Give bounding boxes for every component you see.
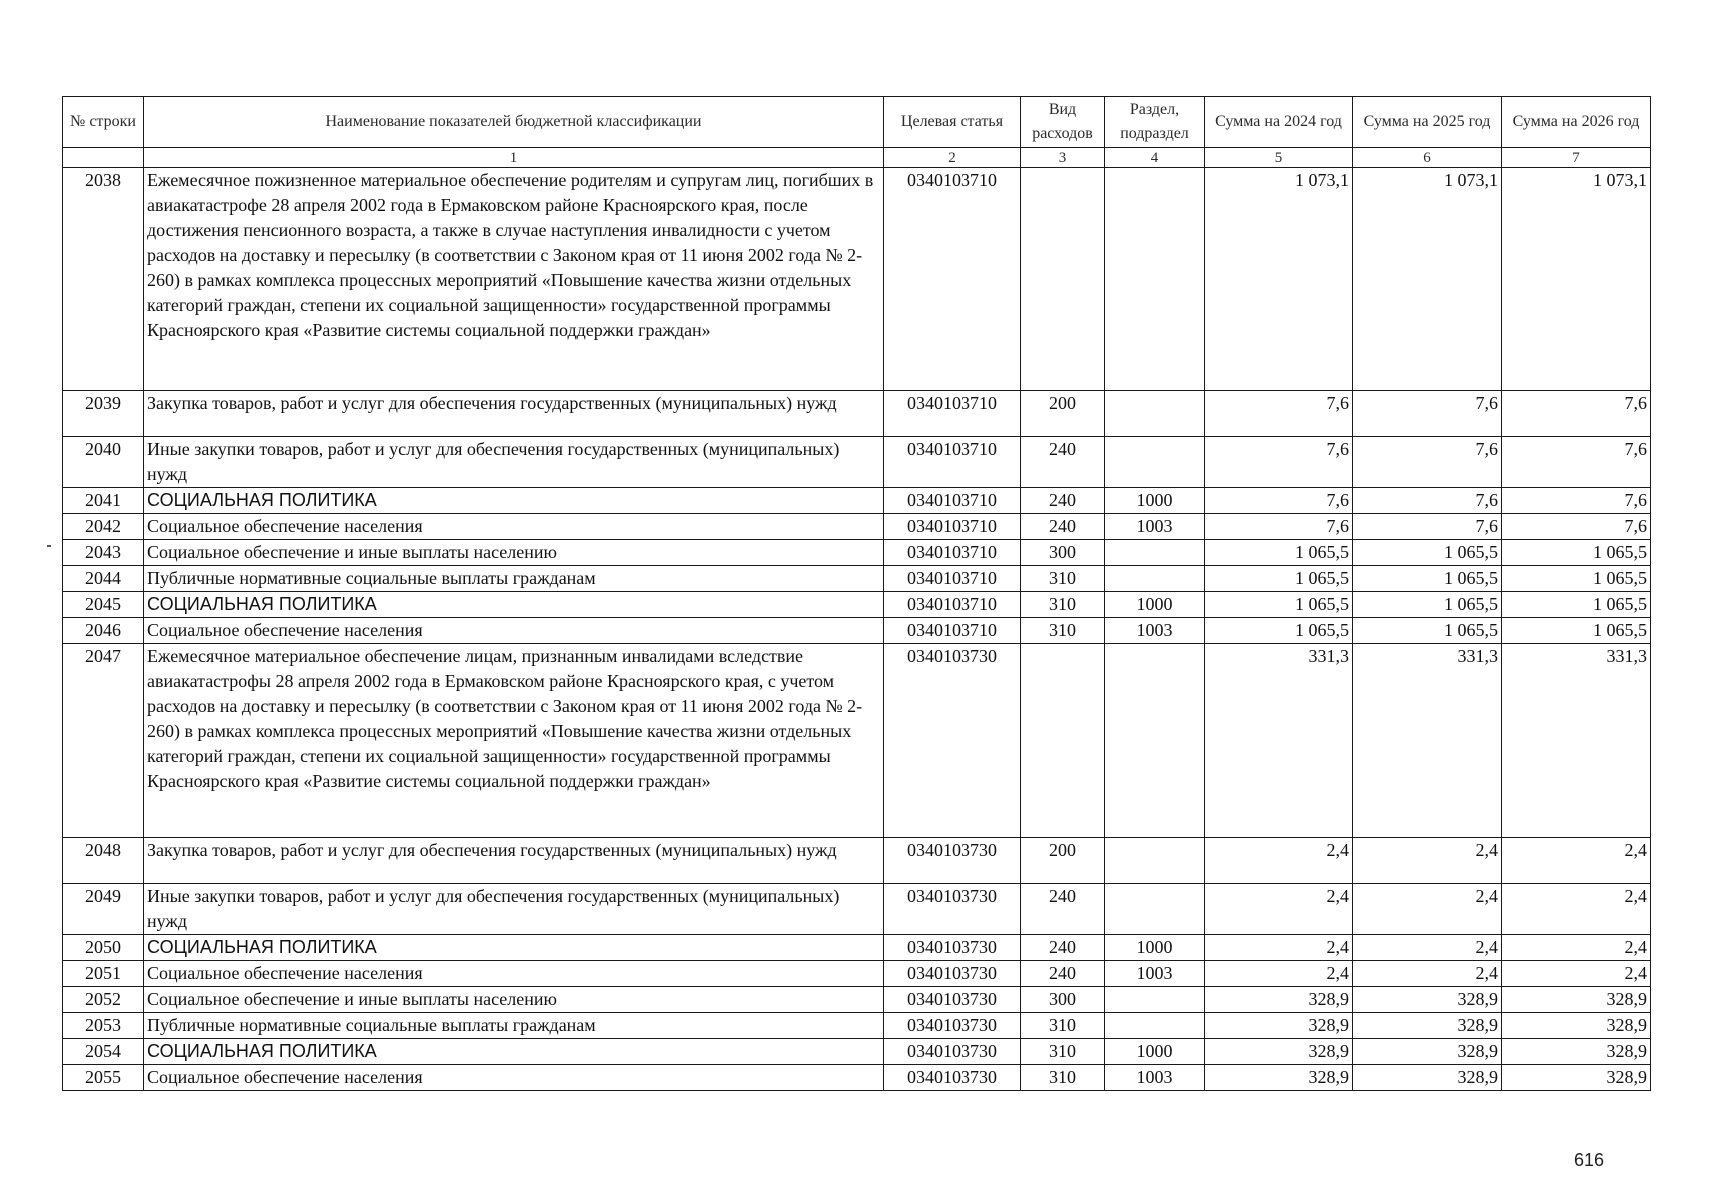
row-name: СОЦИАЛЬНАЯ ПОЛИТИКА bbox=[144, 1039, 884, 1065]
row-sum-2026: 7,6 bbox=[1502, 391, 1651, 437]
row-name: СОЦИАЛЬНАЯ ПОЛИТИКА bbox=[144, 592, 884, 618]
row-sum-2024: 7,6 bbox=[1205, 391, 1353, 437]
row-sum-2026: 328,9 bbox=[1502, 1039, 1651, 1065]
row-expense-kind: 310 bbox=[1021, 1013, 1105, 1039]
row-target-code: 0340103730 bbox=[884, 1039, 1021, 1065]
row-target-code: 0340103710 bbox=[884, 437, 1021, 488]
header-target: Целевая статья bbox=[884, 97, 1021, 148]
row-number: 2041 bbox=[63, 488, 144, 514]
table-row bbox=[63, 391, 1651, 437]
row-number: 2050 bbox=[63, 935, 144, 961]
row-sum-2025: 1 065,5 bbox=[1353, 566, 1502, 592]
row-name: Иные закупки товаров, работ и услуг для обеспечения государственных (муниципальных) нужд bbox=[144, 437, 884, 488]
row-sum-2024: 2,4 bbox=[1205, 935, 1353, 961]
row-sum-2026: 1 073,1 bbox=[1502, 168, 1651, 391]
table-row bbox=[63, 1039, 1651, 1065]
row-section-code: 1000 bbox=[1105, 488, 1205, 514]
table-row bbox=[63, 838, 1651, 884]
row-number: 2043 bbox=[63, 540, 144, 566]
row-sum-2025: 1 073,1 bbox=[1353, 168, 1502, 391]
table-row bbox=[63, 168, 1651, 391]
row-section-code bbox=[1105, 987, 1205, 1013]
table-row bbox=[63, 961, 1651, 987]
row-target-code: 0340103730 bbox=[884, 644, 1021, 838]
row-target-code: 0340103730 bbox=[884, 1013, 1021, 1039]
row-section-code: 1003 bbox=[1105, 514, 1205, 540]
row-name: Публичные нормативные социальные выплаты гражданам bbox=[144, 1013, 884, 1039]
row-sum-2025: 2,4 bbox=[1353, 961, 1502, 987]
row-expense-kind: 310 bbox=[1021, 592, 1105, 618]
row-name: Публичные нормативные социальные выплаты гражданам bbox=[144, 566, 884, 592]
row-expense-kind: 200 bbox=[1021, 838, 1105, 884]
row-section-code: 1003 bbox=[1105, 1065, 1205, 1091]
row-expense-kind: 240 bbox=[1021, 935, 1105, 961]
row-sum-2024: 1 065,5 bbox=[1205, 540, 1353, 566]
row-number: 2042 bbox=[63, 514, 144, 540]
row-section-code: 1000 bbox=[1105, 935, 1205, 961]
row-sum-2025: 328,9 bbox=[1353, 1013, 1502, 1039]
row-expense-kind: 310 bbox=[1021, 566, 1105, 592]
row-sum-2025: 2,4 bbox=[1353, 838, 1502, 884]
scan-mark bbox=[47, 545, 51, 547]
row-target-code: 0340103710 bbox=[884, 618, 1021, 644]
table-row bbox=[63, 540, 1651, 566]
row-expense-kind: 240 bbox=[1021, 488, 1105, 514]
row-name: Социальное обеспечение населения bbox=[144, 618, 884, 644]
row-sum-2026: 2,4 bbox=[1502, 884, 1651, 935]
row-sum-2024: 328,9 bbox=[1205, 1039, 1353, 1065]
row-target-code: 0340103730 bbox=[884, 935, 1021, 961]
row-number: 2049 bbox=[63, 884, 144, 935]
row-expense-kind bbox=[1021, 168, 1105, 391]
row-number: 2052 bbox=[63, 987, 144, 1013]
budget-table bbox=[62, 96, 1651, 1091]
row-expense-kind: 240 bbox=[1021, 961, 1105, 987]
column-number: 1 bbox=[144, 148, 884, 168]
row-sum-2026: 1 065,5 bbox=[1502, 592, 1651, 618]
row-target-code: 0340103710 bbox=[884, 488, 1021, 514]
row-sum-2026: 7,6 bbox=[1502, 514, 1651, 540]
column-number-row bbox=[63, 148, 1651, 168]
header-name: Наименование показателей бюджетной классификации bbox=[144, 97, 884, 148]
row-number: 2046 bbox=[63, 618, 144, 644]
row-number: 2038 bbox=[63, 168, 144, 391]
row-sum-2026: 2,4 bbox=[1502, 935, 1651, 961]
row-name: Ежемесячное пожизненное материальное обеспечение родителям и супругам лиц, погибших в авиакатастрофе 28 апреля 2002 года в Ермаковском районе Красноярского края, после достижения пенсионного возраста, а также в случае наступления инвалидности с учетом расходов на доставку и пересылку (в соответствии с Законом края от 11 июня 2002 года № 2-260) в рамках комплекса процессных мероприятий «Повышение качества жизни отдельных категорий граждан, степени их социальной защищенности» государственной программы Красноярского края «Развитие системы социальной поддержки граждан» bbox=[144, 168, 884, 391]
row-sum-2024: 331,3 bbox=[1205, 644, 1353, 838]
row-sum-2024: 7,6 bbox=[1205, 488, 1353, 514]
table-body bbox=[63, 168, 1651, 1091]
row-name: Ежемесячное материальное обеспечение лицам, признанным инвалидами вследствие авиакатастрофы 28 апреля 2002 года в Ермаковском районе Красноярского края, с учетом расходов на доставку и пересылку (в соответствии с Законом края от 11 июня 2002 года № 2-260) в рамках комплекса процессных мероприятий «Повышение качества жизни отдельных категорий граждан, степени их социальной защищенности» государственной программы Красноярского края «Развитие системы социальной поддержки граждан» bbox=[144, 644, 884, 838]
row-sum-2026: 1 065,5 bbox=[1502, 566, 1651, 592]
row-sum-2025: 1 065,5 bbox=[1353, 540, 1502, 566]
row-section-code: 1003 bbox=[1105, 618, 1205, 644]
row-sum-2026: 1 065,5 bbox=[1502, 540, 1651, 566]
row-target-code: 0340103710 bbox=[884, 514, 1021, 540]
column-number: 7 bbox=[1502, 148, 1651, 168]
column-number bbox=[63, 148, 144, 168]
row-sum-2024: 328,9 bbox=[1205, 1013, 1353, 1039]
row-number: 2040 bbox=[63, 437, 144, 488]
row-number: 2048 bbox=[63, 838, 144, 884]
table-row bbox=[63, 987, 1651, 1013]
row-expense-kind: 310 bbox=[1021, 618, 1105, 644]
table-row bbox=[63, 488, 1651, 514]
row-target-code: 0340103710 bbox=[884, 540, 1021, 566]
row-sum-2024: 1 073,1 bbox=[1205, 168, 1353, 391]
row-sum-2025: 331,3 bbox=[1353, 644, 1502, 838]
table-row bbox=[63, 592, 1651, 618]
row-sum-2024: 7,6 bbox=[1205, 437, 1353, 488]
table-row bbox=[63, 437, 1651, 488]
row-section-code bbox=[1105, 566, 1205, 592]
row-number: 2053 bbox=[63, 1013, 144, 1039]
table-header bbox=[63, 97, 1651, 168]
row-section-code: 1000 bbox=[1105, 1039, 1205, 1065]
row-number: 2051 bbox=[63, 961, 144, 987]
row-sum-2024: 1 065,5 bbox=[1205, 592, 1353, 618]
row-number: 2055 bbox=[63, 1065, 144, 1091]
column-number: 5 bbox=[1205, 148, 1353, 168]
row-expense-kind: 200 bbox=[1021, 391, 1105, 437]
row-target-code: 0340103710 bbox=[884, 592, 1021, 618]
column-number: 2 bbox=[884, 148, 1021, 168]
row-target-code: 0340103730 bbox=[884, 838, 1021, 884]
row-section-code: 1003 bbox=[1105, 961, 1205, 987]
row-target-code: 0340103710 bbox=[884, 391, 1021, 437]
row-section-code bbox=[1105, 1013, 1205, 1039]
column-number: 6 bbox=[1353, 148, 1502, 168]
header-sum-2025: Сумма на 2025 год bbox=[1353, 97, 1502, 148]
header-row-no: № строки bbox=[63, 97, 144, 148]
row-name: СОЦИАЛЬНАЯ ПОЛИТИКА bbox=[144, 488, 884, 514]
row-number: 2044 bbox=[63, 566, 144, 592]
row-expense-kind bbox=[1021, 644, 1105, 838]
row-expense-kind: 300 bbox=[1021, 987, 1105, 1013]
row-sum-2025: 1 065,5 bbox=[1353, 618, 1502, 644]
row-sum-2026: 328,9 bbox=[1502, 1065, 1651, 1091]
row-sum-2026: 1 065,5 bbox=[1502, 618, 1651, 644]
row-sum-2026: 7,6 bbox=[1502, 488, 1651, 514]
row-name: Социальное обеспечение населения bbox=[144, 961, 884, 987]
row-sum-2026: 328,9 bbox=[1502, 1013, 1651, 1039]
table-row bbox=[63, 644, 1651, 838]
row-sum-2024: 1 065,5 bbox=[1205, 618, 1353, 644]
row-sum-2024: 1 065,5 bbox=[1205, 566, 1353, 592]
row-section-code bbox=[1105, 644, 1205, 838]
table-row bbox=[63, 1013, 1651, 1039]
row-section-code bbox=[1105, 391, 1205, 437]
row-sum-2025: 328,9 bbox=[1353, 1039, 1502, 1065]
header-row bbox=[63, 97, 1651, 148]
row-sum-2026: 7,6 bbox=[1502, 437, 1651, 488]
row-name: Закупка товаров, работ и услуг для обеспечения государственных (муниципальных) нужд bbox=[144, 838, 884, 884]
row-sum-2026: 2,4 bbox=[1502, 961, 1651, 987]
row-section-code bbox=[1105, 168, 1205, 391]
header-kind: Вид расходов bbox=[1021, 97, 1105, 148]
row-sum-2025: 2,4 bbox=[1353, 884, 1502, 935]
header-section: Раздел, подраздел bbox=[1105, 97, 1205, 148]
row-number: 2039 bbox=[63, 391, 144, 437]
row-name: СОЦИАЛЬНАЯ ПОЛИТИКА bbox=[144, 935, 884, 961]
row-name: Социальное обеспечение населения bbox=[144, 514, 884, 540]
row-sum-2026: 328,9 bbox=[1502, 987, 1651, 1013]
row-target-code: 0340103730 bbox=[884, 1065, 1021, 1091]
table-row bbox=[63, 618, 1651, 644]
row-name: Закупка товаров, работ и услуг для обеспечения государственных (муниципальных) нужд bbox=[144, 391, 884, 437]
row-expense-kind: 240 bbox=[1021, 437, 1105, 488]
table-row bbox=[63, 514, 1651, 540]
row-sum-2026: 2,4 bbox=[1502, 838, 1651, 884]
row-sum-2024: 7,6 bbox=[1205, 514, 1353, 540]
row-expense-kind: 240 bbox=[1021, 884, 1105, 935]
row-sum-2025: 7,6 bbox=[1353, 391, 1502, 437]
row-sum-2025: 7,6 bbox=[1353, 488, 1502, 514]
row-number: 2054 bbox=[63, 1039, 144, 1065]
row-sum-2024: 2,4 bbox=[1205, 961, 1353, 987]
row-name: Социальное обеспечение и иные выплаты населению bbox=[144, 540, 884, 566]
row-expense-kind: 310 bbox=[1021, 1039, 1105, 1065]
row-section-code bbox=[1105, 437, 1205, 488]
header-sum-2026: Сумма на 2026 год bbox=[1502, 97, 1651, 148]
table-row bbox=[63, 935, 1651, 961]
row-sum-2026: 331,3 bbox=[1502, 644, 1651, 838]
row-number: 2045 bbox=[63, 592, 144, 618]
row-sum-2024: 2,4 bbox=[1205, 884, 1353, 935]
row-sum-2024: 328,9 bbox=[1205, 987, 1353, 1013]
row-sum-2025: 1 065,5 bbox=[1353, 592, 1502, 618]
row-target-code: 0340103730 bbox=[884, 961, 1021, 987]
row-target-code: 0340103710 bbox=[884, 168, 1021, 391]
row-expense-kind: 310 bbox=[1021, 1065, 1105, 1091]
row-target-code: 0340103710 bbox=[884, 566, 1021, 592]
page-number: 616 bbox=[1574, 1150, 1605, 1170]
table-row bbox=[63, 884, 1651, 935]
row-section-code: 1000 bbox=[1105, 592, 1205, 618]
row-name: Социальное обеспечение населения bbox=[144, 1065, 884, 1091]
row-name: Социальное обеспечение и иные выплаты населению bbox=[144, 987, 884, 1013]
row-name: Иные закупки товаров, работ и услуг для обеспечения государственных (муниципальных) нужд bbox=[144, 884, 884, 935]
table-row bbox=[63, 1065, 1651, 1091]
column-number: 4 bbox=[1105, 148, 1205, 168]
row-sum-2025: 2,4 bbox=[1353, 935, 1502, 961]
row-sum-2024: 2,4 bbox=[1205, 838, 1353, 884]
column-number: 3 bbox=[1021, 148, 1105, 168]
row-section-code bbox=[1105, 540, 1205, 566]
row-expense-kind: 300 bbox=[1021, 540, 1105, 566]
header-sum-2024: Сумма на 2024 год bbox=[1205, 97, 1353, 148]
row-target-code: 0340103730 bbox=[884, 987, 1021, 1013]
row-sum-2025: 328,9 bbox=[1353, 1065, 1502, 1091]
row-sum-2025: 7,6 bbox=[1353, 514, 1502, 540]
row-sum-2025: 7,6 bbox=[1353, 437, 1502, 488]
row-section-code bbox=[1105, 838, 1205, 884]
row-section-code bbox=[1105, 884, 1205, 935]
row-expense-kind: 240 bbox=[1021, 514, 1105, 540]
table-row bbox=[63, 566, 1651, 592]
row-sum-2025: 328,9 bbox=[1353, 987, 1502, 1013]
row-number: 2047 bbox=[63, 644, 144, 838]
row-target-code: 0340103730 bbox=[884, 884, 1021, 935]
row-sum-2024: 328,9 bbox=[1205, 1065, 1353, 1091]
